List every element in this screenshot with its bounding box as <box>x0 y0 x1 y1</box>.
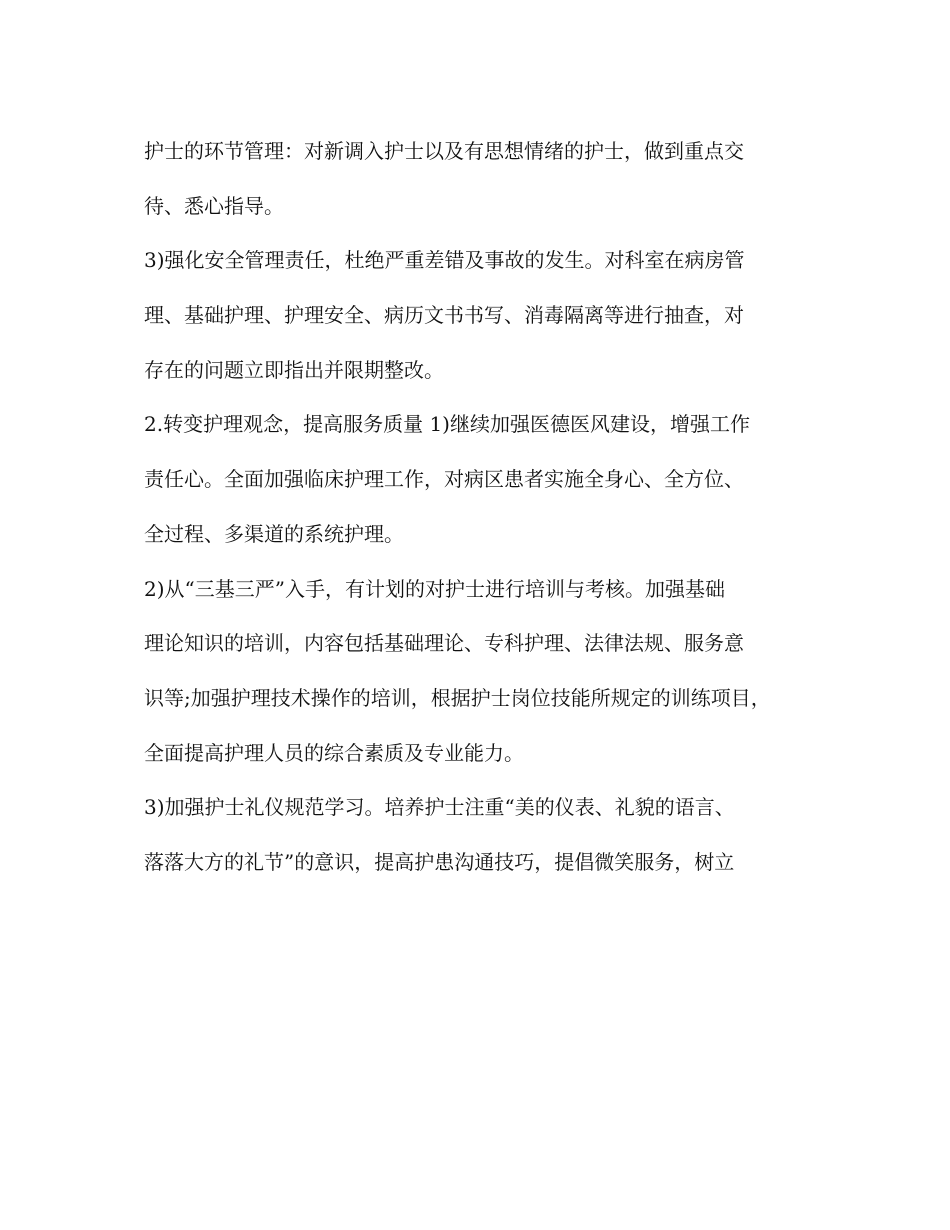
document-body <box>144 124 834 890</box>
text-line: 全过程、多渠道的系统护理。 <box>144 521 404 546</box>
text-line: 理论知识的培训，内容包括基础理论、专科护理、法律法规、服务意 <box>144 631 744 656</box>
text-line: 2)从“三基三严”入手，有计划的对护士进行培训与考核。加强基础 <box>144 576 725 601</box>
text-line: 理、基础护理、护理安全、病历文书书写、消毒隔离等进行抽查，对 <box>144 303 744 328</box>
text-line: 2.转变护理观念，提高服务质量 1)继续加强医德医风建设，增强工作 <box>144 412 750 437</box>
text-line: 3)强化安全管理责任，杜绝严重差错及事故的发生。对科室在病房管 <box>144 248 745 273</box>
text-line: 3)加强护士礼仪规范学习。培养护士注重“美的仪表、礼貌的语言、 <box>144 795 735 820</box>
text-line: 落落大方的礼节”的意识，提高护患沟通技巧，提倡微笑服务，树立 <box>144 849 735 874</box>
text-line: 存在的问题立即指出并限期整改。 <box>144 357 444 382</box>
text-line: 责任心。全面加强临床护理工作，对病区患者实施全身心、全方位、 <box>144 467 744 492</box>
text-line: 待、悉心指导。 <box>144 193 284 218</box>
text-line: 护士的环节管理：对新调入护士以及有思想情绪的护士，做到重点交 <box>144 139 744 163</box>
text-line: 识等;加强护理技术操作的培训，根据护士岗位技能所规定的训练项目， <box>144 685 771 710</box>
text-line: 全面提高护理人员的综合素质及专业能力。 <box>144 740 524 765</box>
